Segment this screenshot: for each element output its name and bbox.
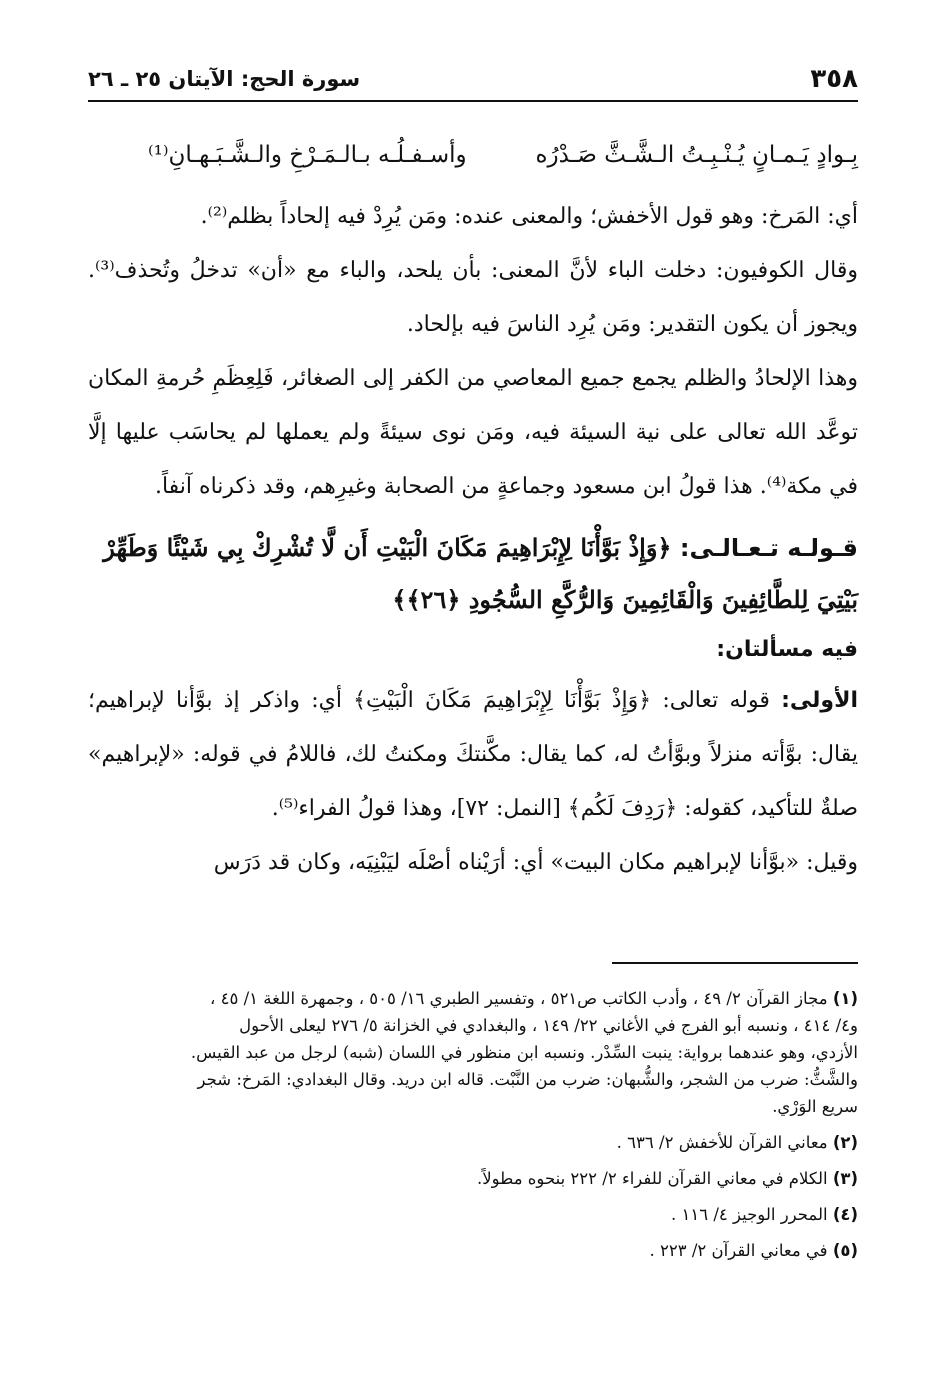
footnote-number: (١)	[832, 989, 858, 1008]
footnote-4	[88, 1201, 858, 1228]
first-issue-text: قوله تعالى: ﴿وَإِذْ بَوَّأْنَا لِإِبْرَاهِيمَ مَكَانَ الْبَيْتِ﴾ أي: واذكر إذ بوَّأنا لإبراهيم؛ يقال: بوَّأته منزلاً وبوَّأتُ له، كما يقال: مكَّنتكَ ومكنتُ لك، فاللامُ في قوله: «لإبراهيم» صلةٌ للتأكيد، كقوله: ﴿رَدِفَ لَكُم﴾ [النمل: ٧٢]، وهذا قولُ الفراء⁽⁵⁾.	[88, 688, 858, 821]
paragraph: وهذا الإلحادُ والظلم يجمع جميع المعاصي من الكفر إلى الصغائر، فَلِعِظَمِ حُرمةِ المكان توعَّد الله تعالى على نية السيئة فيه، ومَن نوى سيئةً ولم يعملها لم يحاسَب عليها إلَّا في مكة⁽⁴⁾. هذا قولُ ابن مسعود وجماعةٍ من الصحابة وغيرِهم، وقد ذكرناه آنفاً.	[88, 366, 858, 499]
quran-verse: ﴿وَإِذْ بَوَّأْنَا لِإِبْرَاهِيمَ مَكَانَ الْبَيْتِ أَن لَّا تُشْرِكْ بِي شَيْئًا وَطَهِّرْ بَيْتِيَ لِلطَّائِفِينَ وَالْقَائِمِينَ وَالرُّكَّعِ السُّجُودِ ﴿٢٦﴾﴾	[103, 533, 858, 614]
last-paragraph: وقيل: «بوَّأنا لإبراهيم مكان البيت» أي: أرَيْناه أصْلَه ليَبْنِيَه، وكان قد دَرَس	[213, 850, 858, 875]
running-header	[88, 64, 858, 94]
footnote-rule	[612, 962, 858, 964]
poetry-verse	[88, 132, 858, 178]
footnote-line: الكلام في معاني القرآن للفراء ٢/ ٢٢٢ بنحوه مطولاً.	[476, 1169, 828, 1188]
quran-lead: قـولـه تـعـالـى:	[671, 534, 858, 562]
footnotes	[88, 985, 858, 1273]
issues-heading: فيه مسألتان:	[716, 637, 858, 662]
page-number: ٣٥٨	[810, 64, 858, 94]
first-issue-label: الأولى:	[781, 688, 858, 713]
first-issue-paragraph	[88, 674, 858, 836]
footnote-1	[88, 985, 858, 1120]
paragraph: أي: المَرخ: وهو قول الأخفش؛ والمعنى عنده: ومَن يُرِدْ فيه إلحاداً بظلم⁽²⁾.	[200, 204, 858, 229]
footnote-3	[88, 1165, 858, 1192]
footnote-number: (٢)	[832, 1133, 858, 1152]
footnote-text	[88, 989, 858, 1120]
header-rule	[88, 100, 858, 102]
footnote-5	[88, 1237, 858, 1264]
footnote-line: الأزدي، وهو عندهما برواية: ينبت السِّدْر. ونسبه ابن منظور في اللسان (شبه) لرجل من عبد القيس.	[190, 1043, 858, 1062]
verse-hemistich-2: وأسـفـلُـه بـالـمَـرْخِ والـشَّـبَـهـانِ⁽¹⁾	[148, 142, 467, 168]
footnote-line: والشَّثُّ: ضرب من الشجر، والشُّبهان: ضرب من النَّبْت. قاله ابن دريد. وقال البغدادي: المَرخ: شجر	[197, 1070, 858, 1089]
paragraph: وقال الكوفيون: دخلت الباء لأنَّ المعنى: بأن يلحد، والباء مع «أن» تدخلُ وتُحذف⁽³⁾. ويجوز أن يكون التقدير: ومَن يُرِد الناسَ فيه بإلحاد.	[88, 258, 858, 337]
footnote-2	[88, 1129, 858, 1156]
surah-title: سورة الحج: الآيتان ٢٥ ـ ٢٦	[88, 67, 361, 91]
footnote-line: مجاز القرآن ٢/ ٤٩ ، وأدب الكاتب ص٥٢١ ، وتفسير الطبري ١٦/ ٥٠٥ ، وجمهرة اللغة ١/ ٤٥ ،	[210, 989, 828, 1008]
footnote-line: معاني القرآن للأخفش ٢/ ٦٣٦ .	[616, 1133, 828, 1152]
footnote-line: و٤/ ٤١٤ ، ونسبه أبو الفرج في الأغاني ٢٢/ ١٤٩ ، والبغدادي في الخزانة ٥/ ٢٧٦ ليعلى الأحول	[239, 1016, 858, 1035]
verse-hemistich-1: بِـوادٍ يَـمـانٍ يُـنْـبِـتُ الـشَّـثَّ صَـدْرُه	[535, 142, 858, 168]
main-text	[88, 132, 858, 890]
quran-verse-heading	[88, 522, 858, 626]
footnote-number: (٣)	[832, 1169, 858, 1188]
footnote-number: (٥)	[832, 1241, 858, 1260]
footnote-line: سريع الوَرْي.	[772, 1097, 858, 1116]
footnote-number: (٤)	[832, 1205, 858, 1224]
footnote-line: المحرر الوجيز ٤/ ١١٦ .	[671, 1205, 828, 1224]
footnote-line: في معاني القرآن ٢/ ٢٢٣ .	[649, 1241, 828, 1260]
